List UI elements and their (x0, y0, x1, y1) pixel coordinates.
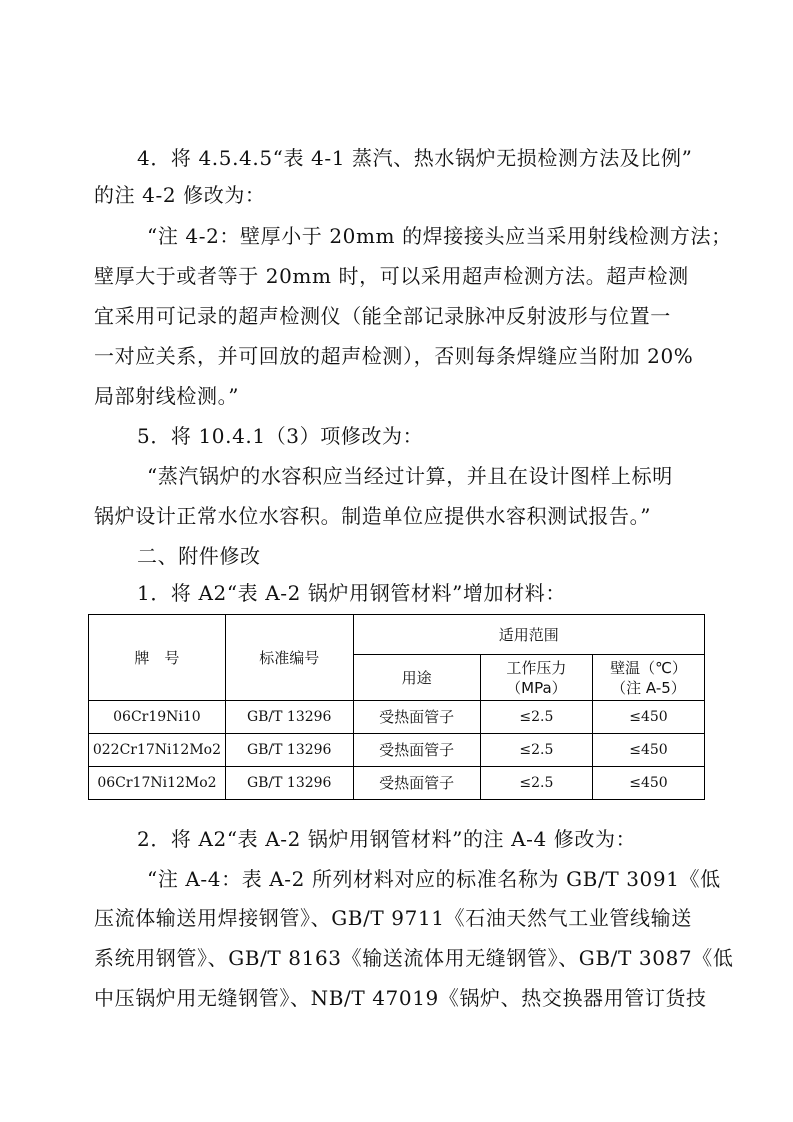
item-5-text-line-2: 锅炉设计正常水位水容积。制造单位应提供水容积测试报告。” (94, 504, 652, 528)
cell-use: 受热面管子 (353, 701, 480, 734)
table-row (89, 701, 705, 734)
header-pressure-line-1: 工作压力 (506, 658, 567, 677)
note-4-2-line-4: 一对应关系，并可回放的超声检测），否则每条焊缝应当附加 20% (94, 344, 694, 368)
item-4-line-1: 4．将 4.5.4.5“表 4-1 蒸汽、热水锅炉无损检测方法及比例” (137, 146, 693, 170)
table-row (89, 734, 705, 767)
cell-pressure: ≤2.5 (480, 767, 592, 800)
cell-standard: GB/T 13296 (225, 767, 353, 800)
cell-grade: 022Cr17Ni12Mo2 (89, 734, 226, 767)
note-a-4-line-3: 系统用钢管》、GB/T 8163《输送流体用无缝钢管》、GB/T 3087《低 (94, 946, 734, 970)
header-scope: 适用范围 (353, 615, 704, 655)
cell-standard: GB/T 13296 (225, 701, 353, 734)
appendix-item-1: 1．将 A2“表 A-2 锅炉用钢管材料”增加材料： (137, 581, 566, 605)
header-pressure (480, 655, 592, 701)
cell-standard: GB/T 13296 (225, 734, 353, 767)
cell-grade: 06Cr19Ni10 (89, 701, 226, 734)
section-heading: 二、附件修改 (137, 544, 261, 568)
header-wall-temp-line-2: （注 A-5） (611, 678, 686, 697)
cell-pressure: ≤2.5 (480, 701, 592, 734)
item-5-line-1: 5．将 10.4.1（3）项修改为： (137, 424, 424, 448)
appendix-item-2: 2．将 A2“表 A-2 锅炉用钢管材料”的注 A-4 修改为： (137, 827, 637, 851)
cell-wall-temp: ≤450 (592, 701, 704, 734)
header-standard: 标准编号 (225, 615, 353, 701)
header-use: 用途 (353, 655, 480, 701)
item-4-line-2: 的注 4-2 修改为： (94, 183, 266, 207)
note-a-4-line-1: “注 A-4：表 A-2 所列材料对应的标准名称为 GB/T 3091《低 (147, 867, 721, 891)
note-4-2-line-5: 局部射线检测。” (94, 384, 240, 408)
cell-use: 受热面管子 (353, 734, 480, 767)
cell-use: 受热面管子 (353, 767, 480, 800)
table-row (89, 767, 705, 800)
cell-grade: 06Cr17Ni12Mo2 (89, 767, 226, 800)
cell-wall-temp: ≤450 (592, 767, 704, 800)
item-5-text-line-1: “蒸汽锅炉的水容积应当经过计算，并且在设计图样上标明 (147, 464, 673, 488)
note-4-2-line-2: 壁厚大于或者等于 20mm 时，可以采用超声检测方法。超声检测 (94, 264, 689, 288)
header-wall-temp (592, 655, 704, 701)
cell-wall-temp: ≤450 (592, 734, 704, 767)
header-wall-temp-line-1: 壁温（℃） (610, 658, 687, 677)
note-a-4-line-2: 压流体输送用焊接钢管》、GB/T 9711《石油天然气工业管线输送 (94, 906, 692, 930)
header-pressure-line-2: （MPa） (506, 678, 567, 697)
header-grade: 牌 号 (89, 615, 226, 701)
cell-pressure: ≤2.5 (480, 734, 592, 767)
steel-pipe-material-table (88, 614, 705, 800)
note-4-2-line-3: 宜采用可记录的超声检测仪（能全部记录脉冲反射波形与位置一 (94, 304, 671, 328)
note-4-2-line-1: “注 4-2：壁厚小于 20mm 的焊接接头应当采用射线检测方法； (147, 224, 732, 248)
note-a-4-line-4: 中压锅炉用无缝钢管》、NB/T 47019《锅炉、热交换器用管订货技 (94, 986, 707, 1010)
